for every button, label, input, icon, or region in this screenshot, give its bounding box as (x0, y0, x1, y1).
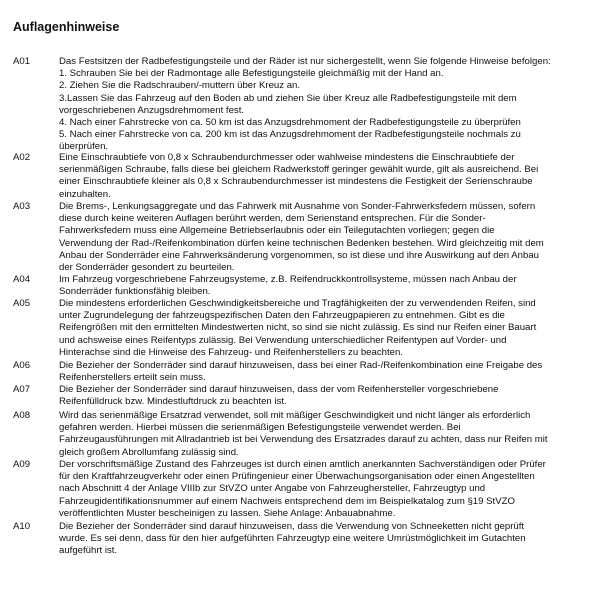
note-text-line: Fahrzeugausführungen mit Allradantrieb ist bei Verwendung des Ersatzrades darauf zu achten, dass nur Reifen mit (59, 434, 548, 446)
note-text (59, 201, 593, 274)
note-text-line: Sonderräder funktionsfähig bleiben. (59, 286, 211, 298)
note-text-line: diese durch keine weiteren Auflagen berührt werden, dem Serienstand entsprechen. Für die Sonder- (59, 213, 486, 225)
note-text-line: Eine Einschraubtiefe von 0,8 x Schraubendurchmesser oder wahlweise mindestens die Einschraubtiefe der (59, 152, 515, 163)
note-text-line: einzuhalten. (59, 188, 111, 200)
note-text-line: Die Bezieher der Sonderräder sind darauf hinzuweisen, dass die Verwendung von Schneeketten nicht geprüft (59, 521, 525, 532)
note-text-line: einer Einschraubtiefe kleiner als 0,8 x Schraubendurchmesser ist mindestens die Festigkeit der Serienschraube (59, 176, 533, 188)
note-text-line: Reifenfülldruck bzw. Mindestluftdruck zu beachten ist. (59, 396, 287, 408)
note-text-line: Das Festsitzen der Radbefestigungsteile und der Räder ist nur sichergestellt, wenn Sie folgende Hinweise befolgen: (59, 56, 551, 67)
note-text-line: Hinterachse sind die Hinweise des Fahrzeug- und Reifenherstellers zu beachten. (59, 346, 403, 358)
note-text-line: Im Fahrzeug vorgeschriebene Fahrzeugsysteme, z.B. Reifendruckkontrollsysteme, müssen nach Anbau der (59, 274, 517, 285)
note-text-line: Wird das serienmäßige Ersatzrad verwendet, soll mit mäßiger Geschwindigkeit und nicht länger als erforderlich (59, 410, 531, 421)
note-text (59, 521, 593, 558)
note-code: A03 (13, 201, 31, 212)
note-code: A06 (13, 360, 31, 371)
note-code: A09 (13, 459, 31, 470)
page-title: Auflagenhinweise (13, 20, 120, 34)
note-text-line: serienmäßigen Schraube, falls diese bei gleichem Radwerkstoff geringer gewählt wurde, gilt als ausreichend. Bei (59, 164, 539, 176)
note-text-line: gleich großem Abrollumfang zulässig sind. (59, 446, 239, 458)
note-text-line: 5. Nach einer Fahrstrecke von ca. 200 km ist das Anzugsdrehmoment der Radbefestigungsteile nochmals zu (59, 129, 521, 141)
note-text-line: Fahrwerksfedern muss eine Allgemeine Betriebserlaubnis oder ein Teilegutachten vorliegen; gegen die (59, 225, 495, 237)
note-code: A10 (13, 521, 31, 532)
note-text-line: und achsweise eines Reifentyps zulässig. Bei Verwendung unterschiedlicher Reifentypen auf Vorder- und (59, 334, 507, 346)
note-code: A04 (13, 274, 31, 285)
note-text-line: veröffentlichten Muster bescheinigen zu lassen. Siehe Anlage: Anbauabnahme. (59, 507, 396, 519)
note-text (59, 152, 593, 201)
note-text-line: Der vorschriftsmäßige Zustand des Fahrzeuges ist durch einen amtlich anerkannten Sachverständigen oder Prüfer (59, 459, 546, 470)
note-text (59, 410, 593, 459)
note-text-line: Reifengrößen mit den ermittelten Mindestwerten nicht, so sind sie nicht zulässig. Es sind nur Reifen einer Bauart (59, 322, 537, 334)
note-code: A07 (13, 384, 31, 395)
note-text (59, 384, 593, 408)
note-text-line: Reifenherstellers erteilt sein muss. (59, 372, 206, 384)
note-text-line: gefahren werden. Hierbei müssen die serienmäßigen Befestigungsteile verwendet werden. Bei (59, 422, 461, 434)
note-text-line: 2. Ziehen Sie die Radschrauben/-muttern über Kreuz an. (59, 80, 301, 92)
note-text-line: Die Bezieher der Sonderräder sind darauf hinzuweisen, dass bei einer Rad-/Reifenkombination eine Freigabe des (59, 360, 543, 371)
note-text-line: Verwendung der Rad-/Reifenkombination dürfen keine technischen Bedenken bestehen. Wird gleichzeitig mit dem (59, 237, 544, 249)
note-code: A01 (13, 56, 31, 67)
note-code: A08 (13, 410, 31, 421)
note-text-line: nach Abschnitt 4 der Anlage VIIIb zur StVZO unter Angabe von Fahrzeughersteller, Fahrzeugtyp und (59, 483, 486, 495)
note-code: A02 (13, 152, 31, 163)
note-text-line: Fahrzeugidentifikationsnummer auf einem Nachweis entsprechend dem im Beispielkatalog zum §19 StVZO (59, 495, 515, 507)
note-text (59, 56, 593, 154)
note-text-line: der Sonderräder gesondert zu beurteilen. (59, 261, 235, 273)
note-text-line: überprüfen. (59, 141, 109, 153)
note-text (59, 298, 593, 359)
note-text-line: für den Kraftfahrzeugverkehr oder einen Prüfingenieur einer Überwachungsorganisation oder einen Angestellten (59, 471, 535, 483)
note-text (59, 360, 593, 384)
note-text-line: unter Zugrundelegung der fahrzeugspezifischen Daten den Fahrzeugpapieren zu entnehmen. Gibt es die (59, 310, 505, 322)
note-text-line: Die Bezieher der Sonderräder sind darauf hinzuweisen, dass der vom Reifenhersteller vorgeschriebene (59, 384, 499, 395)
note-text-line: wurde. Es sei denn, dass für den hier aufgeführten Fahrzeugtyp eine weitere Umrüstmöglichkeit im Gutachten (59, 533, 526, 545)
note-code: A05 (13, 298, 31, 309)
note-text-line: 1. Schrauben Sie bei der Radmontage alle Befestigungsteile gleichmäßig mit der Hand an. (59, 68, 444, 80)
note-text-line: aufgeführt ist. (59, 545, 118, 557)
note-text-line: Die mindestens erforderlichen Geschwindigkeitsbereiche und Tragfähigkeiten der zu verwendenden Reifen, sind (59, 298, 536, 309)
note-text (59, 459, 593, 520)
note-text-line: 3.Lassen Sie das Fahrzeug auf den Boden ab und ziehen Sie über Kreuz alle Radbefestigungsteile mit dem (59, 92, 517, 104)
note-text-line: 4. Nach einer Fahrstrecke von ca. 50 km ist das Anzugsdrehmoment der Radbefestigungsteile zu überprüfen (59, 116, 521, 128)
note-text (59, 274, 593, 298)
note-text-line: vorgeschriebenen Anzugsdrehmoment fest. (59, 104, 245, 116)
note-text-line: Anbau der Sonderräder eine Fahrwerksänderung vorgenommen, so ist diese und ihre Auswirkung auf den Anbau (59, 249, 539, 261)
note-text-line: Die Brems-, Lenkungsaggregate und das Fahrwerk mit Ausnahme von Sonder-Fahrwerksfedern müssen, sofern (59, 201, 536, 212)
